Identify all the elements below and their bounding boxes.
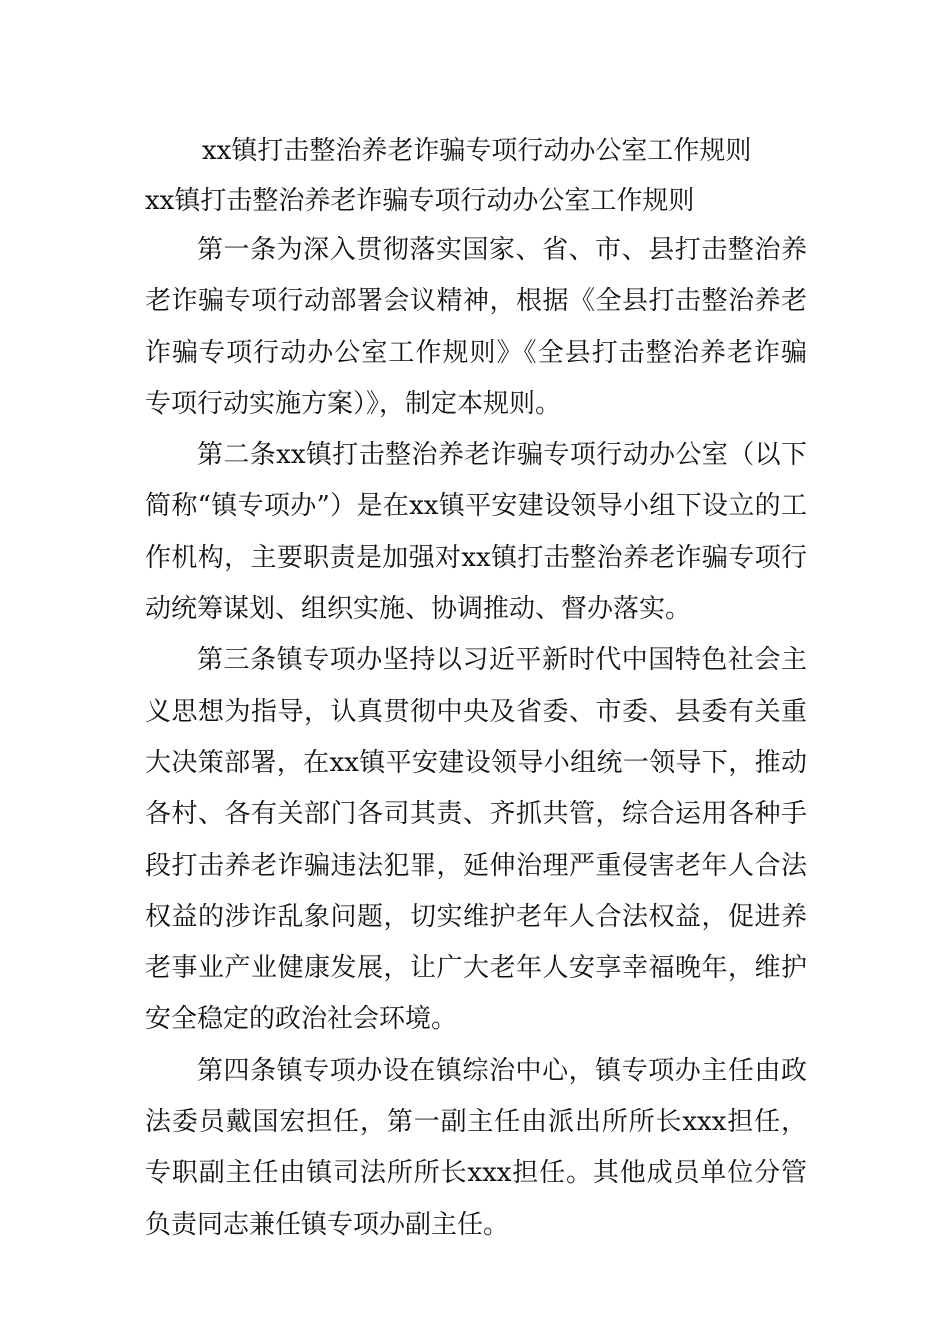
document-title: xx镇打击整治养老诈骗专项行动办公室工作规则 xyxy=(202,136,752,166)
document-subtitle: xx镇打击整治养老诈骗专项行动办公室工作规则 xyxy=(145,186,695,216)
article-1-paragraph: 第一条为深入贯彻落实国家、省、市、县打击整治养老诈骗专项行动部署会议精神，根据《全县打击整治养老诈骗专项行动办公室工作规则》《全县打击整治养老诈骗专项行动实施方案）》，制定本规则。 xyxy=(145,235,807,419)
article-3-paragraph: 第三条镇专项办坚持以习近平新时代中国特色社会主义思想为指导，认真贯彻中央及省委、市委、县委有关重大决策部署，在xx镇平安建设领导小组统一领导下，推动各村、各有关部门各司其责、齐抓共管，综合运用各种手段打击养老诈骗违法犯罪，延伸治理严重侵害老年人合法权益的涉诈乱象问题，切实维护老年人合法权益，促进养老事业产业健康发展，让广大老年人安享幸福晚年，维护安全稳定的政治社会环境。 xyxy=(145,645,807,1035)
article-4-paragraph: 第四条镇专项办设在镇综治中心，镇专项办主任由政法委员戴国宏担任，第一副主任由派出所所长xxx担任，专职副主任由镇司法所所长xxx担任。其他成员单位分管负责同志兼任镇专项办副主任。 xyxy=(145,1055,807,1240)
document-body xyxy=(145,225,807,1251)
article-2-paragraph: 第二条xx镇打击整治养老诈骗专项行动办公室（以下简称“镇专项办”）是在xx镇平安建设领导小组下设立的工作机构，主要职责是加强对xx镇打击整治养老诈骗专项行动统筹谋划、组织实施、协调推动、督办落实。 xyxy=(145,440,807,625)
